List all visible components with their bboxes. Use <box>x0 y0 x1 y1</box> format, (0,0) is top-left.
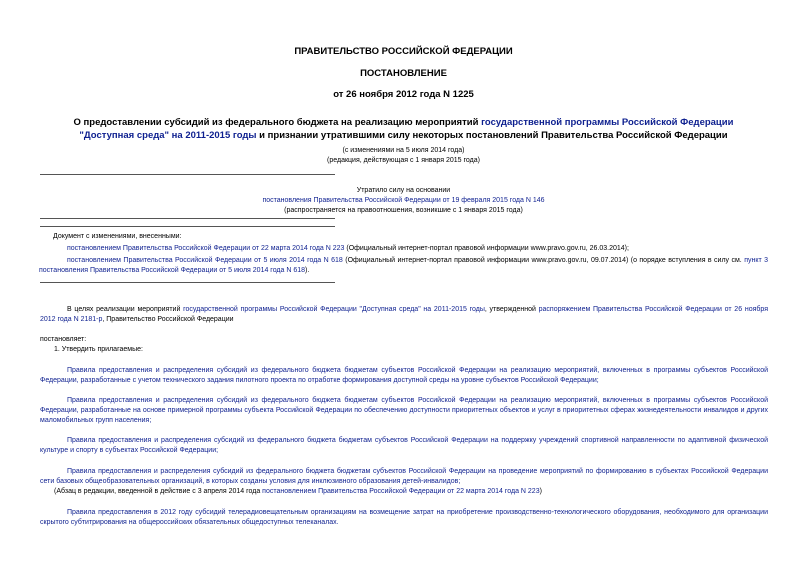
divider <box>40 226 335 227</box>
title-text-2: и признании утратившими силу некоторых постановлений Правительства Российской Федерации <box>256 130 728 141</box>
item-1: 1. Утвердить прилагаемые: <box>54 346 143 353</box>
invalid-line1: Утратило силу на основании <box>356 187 451 194</box>
divider <box>40 282 335 283</box>
amendment-1-text: (Официальный интернет-портал правовой информации www.pravo.gov.ru, 26.03.2014); <box>344 245 629 252</box>
rule-1-link[interactable]: Правила предоставления и распределения субсидий из федерального бюджета бюджетам субъектов Российской Федерации на реализацию мероприятий, включенных в программы субъектов Российской Федерации, разработанные с учетом технического задания пилотного проекта по отработке формирования доступной среды на уровне субъектов Российской Федерации; <box>40 367 768 384</box>
amendment-2-link[interactable]: постановлением Правительства Российской Федерации от 5 июля 2014 года N 618 <box>67 257 343 264</box>
preamble-text-2: , утвержденной <box>484 306 539 313</box>
program-link[interactable]: государственной программы Российской Федерации "Доступная среда" на 2011-2015 годы <box>183 306 485 313</box>
invalid-decree-link[interactable]: постановления Правительства Российской Федерации от 19 февраля 2015 года N 146 <box>262 197 545 204</box>
rule-5-link[interactable]: Правила предоставления в 2012 году субсидий телерадиовещательным организациям на возмещение затрат на приобретение производственно-технологического оборудования, необходимого для организации скрытого субтитрирования на общероссийских обязательных общедоступных телеканалах. <box>40 509 768 526</box>
decree-block <box>40 335 768 355</box>
divider <box>40 174 335 175</box>
preamble-paragraph <box>40 305 768 325</box>
decree-word: постановляет: <box>40 336 87 343</box>
rule-3-block <box>40 436 768 456</box>
rule-4-block <box>40 467 768 497</box>
amendments-intro: Документ с изменениями, внесенными: <box>53 233 182 240</box>
rule-3-link[interactable]: Правила предоставления и распределения субсидий из федерального бюджета бюджетам субъектов Российской Федерации на поддержку учреждений спортивной направленности по адаптивной физической культуре и спорту в субъектах Российской Федерации; <box>40 437 768 454</box>
amendment-2-point-link[interactable]: пункт 3 постановления Правительства Российской Федерации от 5 июля 2014 года N 618 <box>39 257 769 274</box>
title-text-1: О предоставлении субсидий из федерального бюджета на реализацию мероприятий <box>73 117 482 128</box>
amendment-item-1 <box>53 244 768 254</box>
amendments-block <box>39 232 769 276</box>
edition-redaction: (редакция, действующая с 1 января 2015 года) <box>327 157 480 164</box>
document-title <box>48 116 759 142</box>
preamble-text-3: , Правительство Российской Федерации <box>102 316 234 323</box>
title-program-link[interactable]: государственной программы Российской Федерации "Доступная среда" на 2011-2015 годы <box>79 117 734 141</box>
rule-4-note <box>40 487 768 497</box>
rule-4-note-link[interactable]: постановлением Правительства Российской Федерации от 22 марта 2014 года N 223 <box>262 488 540 495</box>
edition-changes: (с изменениями на 5 июля 2014 года) <box>342 147 465 154</box>
body-block <box>40 305 768 325</box>
invalid-line3: (распространяется на правоотношения, возникшие с 1 января 2015 года) <box>284 207 523 214</box>
preamble-text-1: В целях реализации мероприятий <box>67 306 184 313</box>
rule-5-block <box>40 508 768 528</box>
rule-4-note-text: (Абзац в редакции, введенной в действие с 3 апреля 2014 года <box>54 488 263 495</box>
order-link[interactable]: распоряжением Правительства Российской Федерации от 26 ноября 2012 года N 2181-р <box>40 306 768 323</box>
doc-type-heading: ПОСТАНОВЛЕНИЕ <box>360 68 447 79</box>
amendment-2-text: (Официальный интернет-портал правовой информации www.pravo.gov.ru, 09.07.2014) (о порядке вступления в силу см. <box>342 257 745 264</box>
rule-4-link[interactable]: Правила предоставления и распределения субсидий из федерального бюджета бюджетам субъектов Российской Федерации на проведение мероприятий по формированию в субъектах Российской Федерации сети базовых общеобразовательных организаций, в которых созданы условия для инклюзивного образования детей-инвалидов; <box>40 468 768 485</box>
rule-2-block <box>40 396 768 426</box>
divider <box>40 218 335 219</box>
rule-2-link[interactable]: Правила предоставления и распределения субсидий из федерального бюджета бюджетам субъектов Российской Федерации на реализацию мероприятий, включенных в программы субъектов Российской Федерации, разработанные на основе примерной программы субъекта Российской Федерации по обеспечению доступности приоритетных объектов и услуг в приоритетных сферах жизнедеятельности инвалидов и других маломобильных групп населения; <box>40 397 768 424</box>
amendment-1-link[interactable]: постановлением Правительства Российской Федерации от 22 марта 2014 года N 223 <box>67 245 345 252</box>
amendment-2-end: ). <box>305 267 310 274</box>
date-number-heading: от 26 ноября 2012 года N 1225 <box>333 89 474 100</box>
rule-1-block <box>40 366 768 386</box>
rule-4-note-end: ) <box>539 488 542 495</box>
amendment-item-2 <box>39 256 768 276</box>
government-heading: ПРАВИТЕЛЬСТВО РОССИЙСКОЙ ФЕДЕРАЦИИ <box>294 46 513 57</box>
